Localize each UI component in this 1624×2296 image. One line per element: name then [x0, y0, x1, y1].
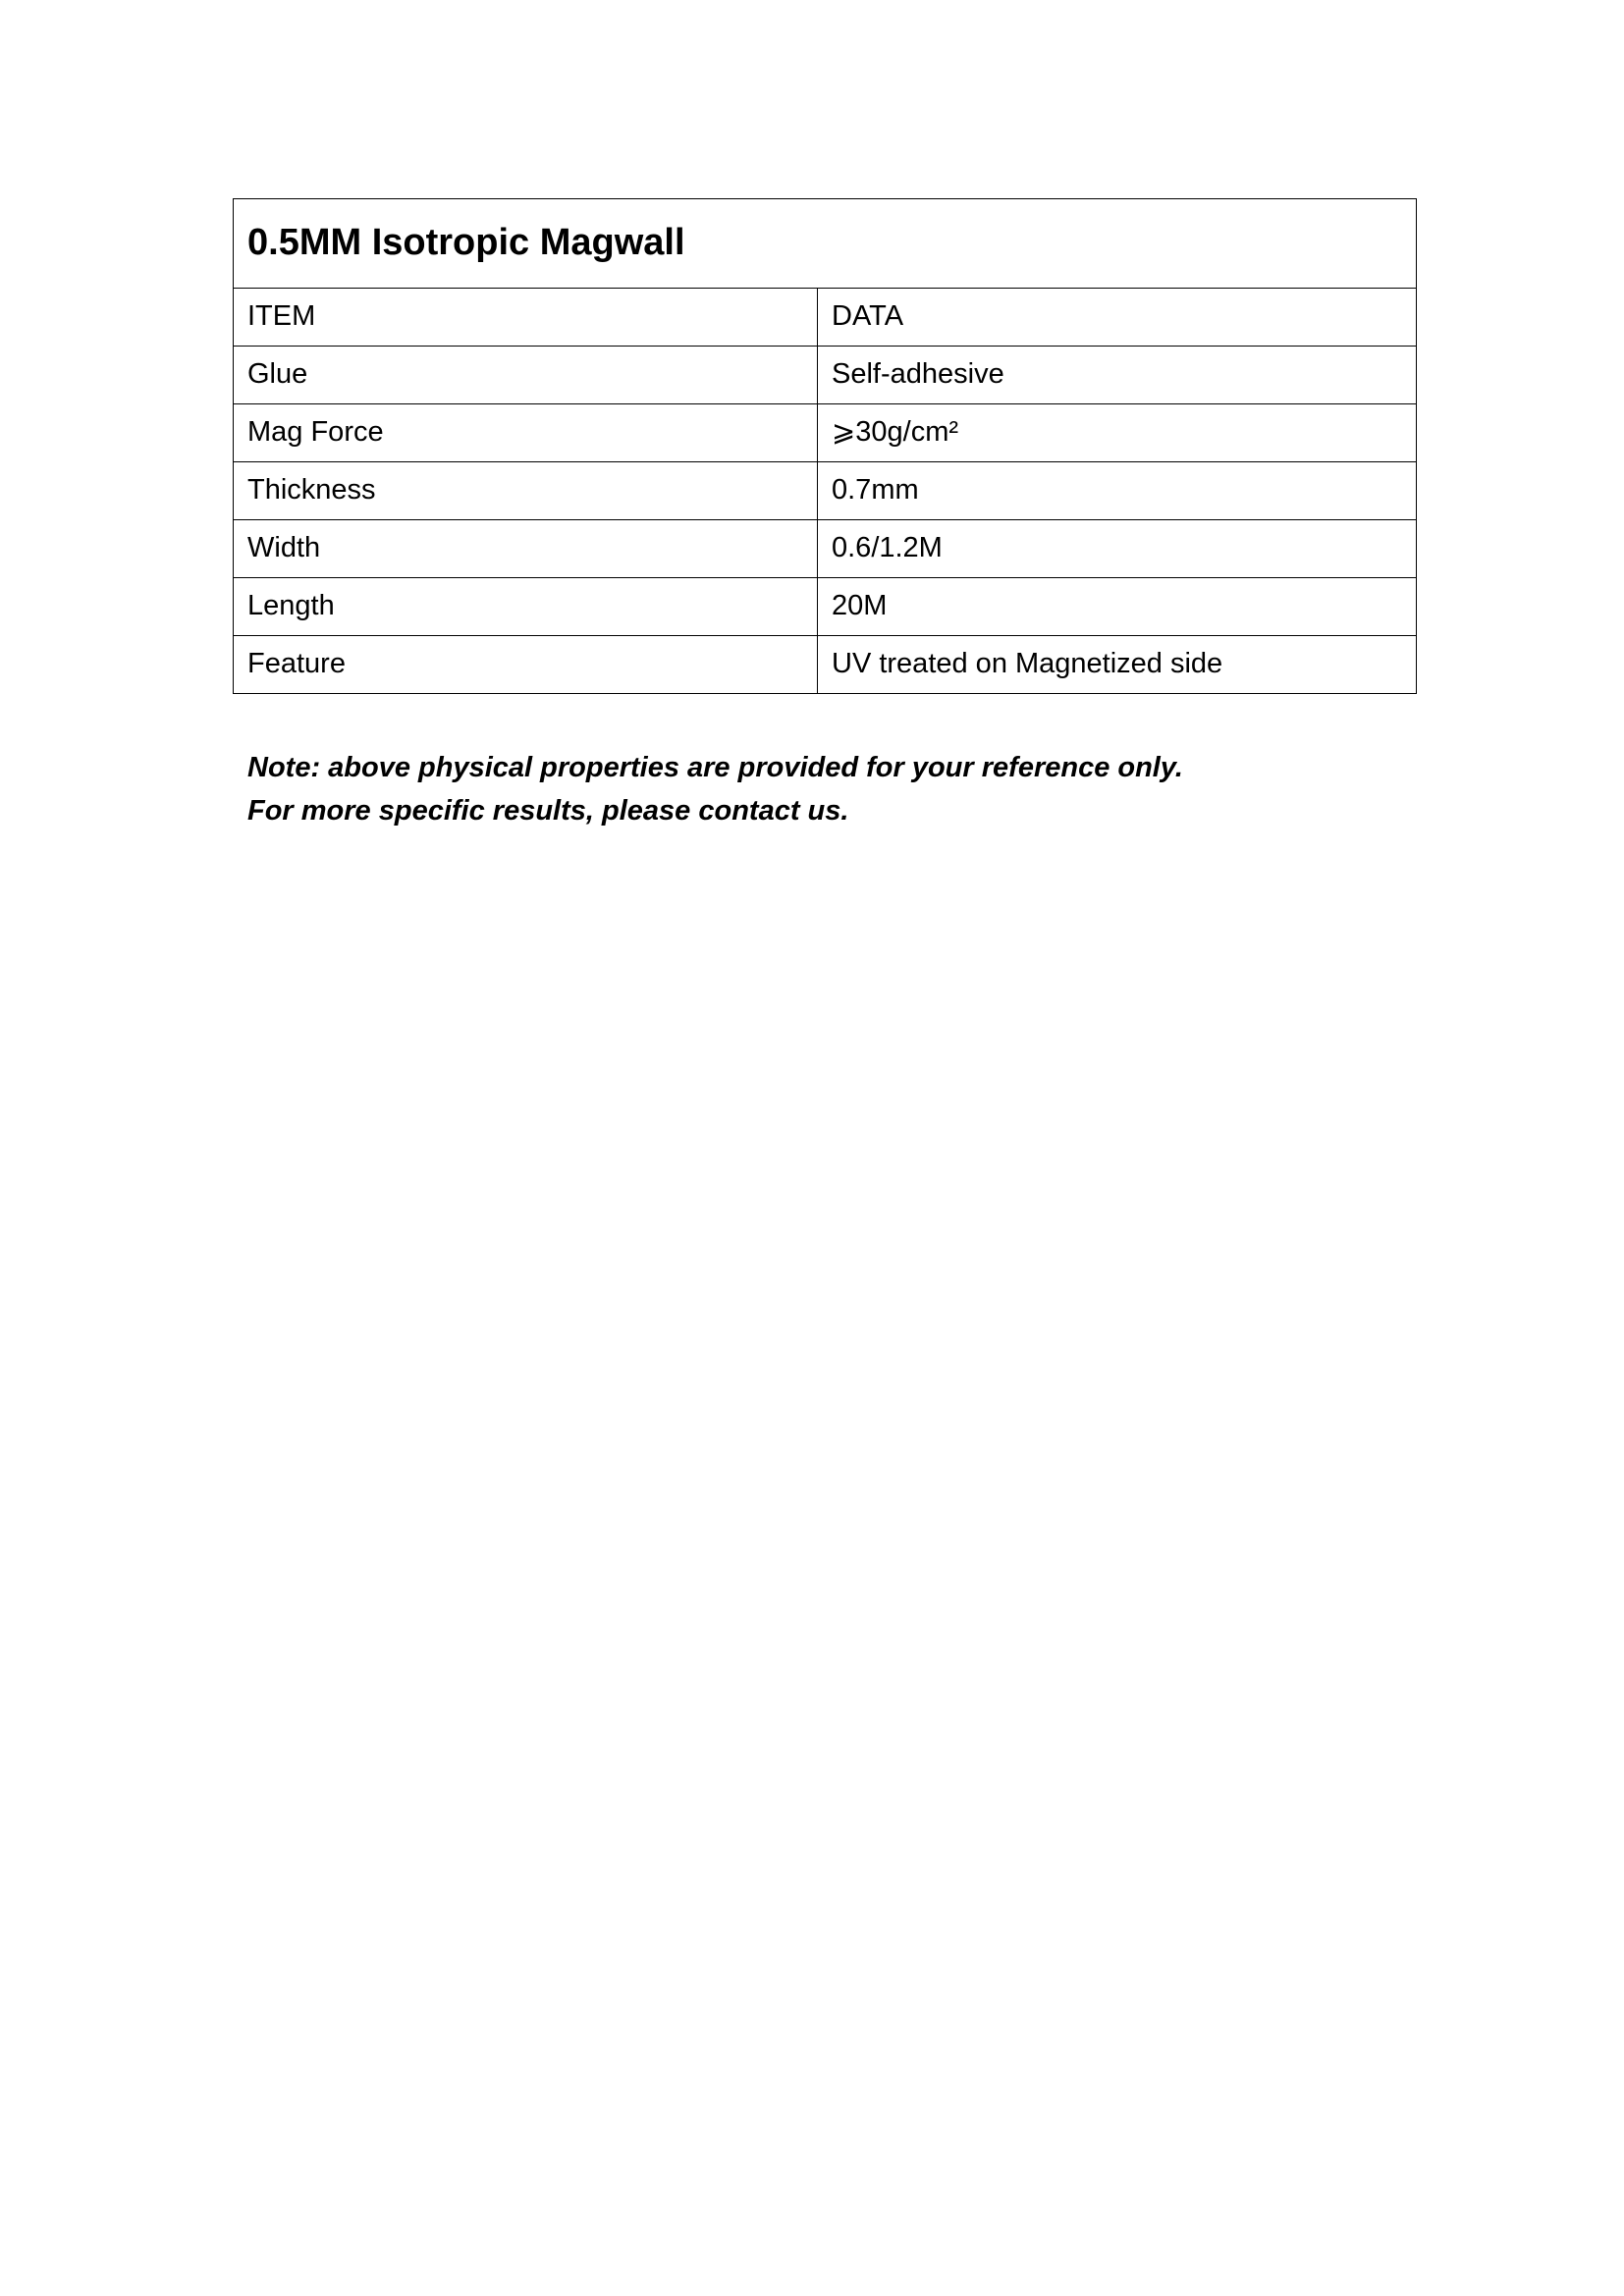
row-data-glue: Self-adhesive	[818, 347, 1417, 404]
row-item-feature: Feature	[234, 636, 818, 694]
row-data-mag-force: ⩾30g/cm²	[818, 404, 1417, 462]
table-title: 0.5MM Isotropic Magwall	[234, 199, 1417, 289]
row-data-feature: UV treated on Magnetized side	[818, 636, 1417, 694]
row-item-length: Length	[234, 578, 818, 636]
row-item-mag-force: Mag Force	[234, 404, 818, 462]
table-row	[234, 578, 1417, 636]
row-item-glue: Glue	[234, 347, 818, 404]
table-title-row	[234, 199, 1417, 289]
spec-table	[233, 198, 1417, 694]
table-row	[234, 520, 1417, 578]
table-row	[234, 462, 1417, 520]
note-line-1: Note: above physical properties are provided for your reference only.	[247, 752, 1183, 783]
table-row	[234, 636, 1417, 694]
note-line-2: For more specific results, please contact us.	[247, 795, 849, 827]
header-item: ITEM	[234, 289, 818, 347]
table-row	[234, 347, 1417, 404]
table-row	[234, 404, 1417, 462]
row-data-width: 0.6/1.2M	[818, 520, 1417, 578]
row-data-length: 20M	[818, 578, 1417, 636]
row-data-thickness: 0.7mm	[818, 462, 1417, 520]
reference-note	[247, 746, 1183, 832]
header-data: DATA	[818, 289, 1417, 347]
row-item-width: Width	[234, 520, 818, 578]
table-header-row	[234, 289, 1417, 347]
row-item-thickness: Thickness	[234, 462, 818, 520]
